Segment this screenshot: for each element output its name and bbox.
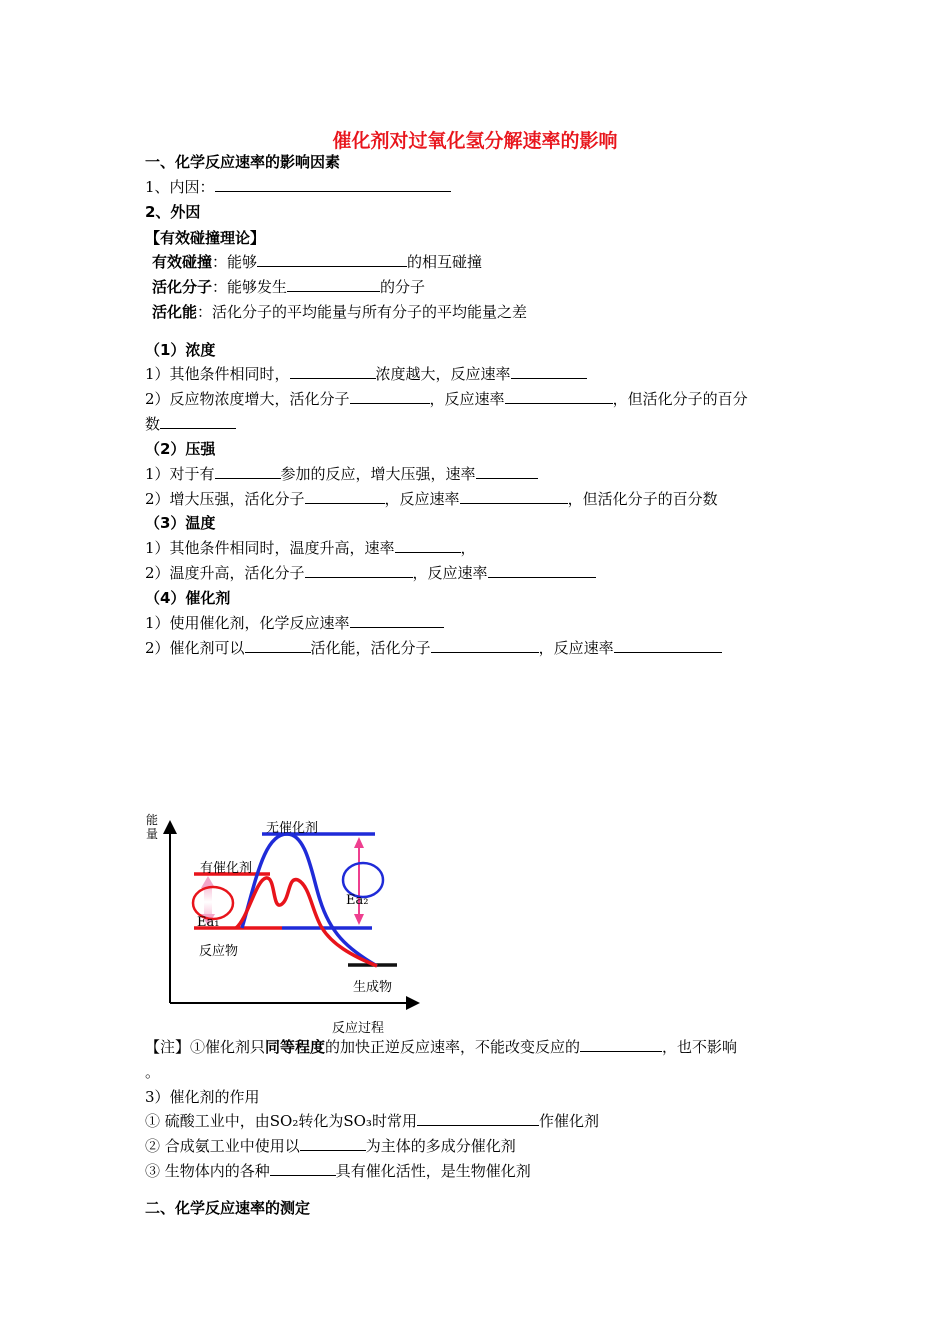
text: 数 (145, 415, 161, 433)
blank[interactable] (215, 177, 451, 192)
blank[interactable] (350, 389, 430, 404)
concentration-line-2 (145, 389, 748, 409)
text: 1）使用催化剂，化学反应速率 (145, 614, 350, 632)
section1-heading: 一、化学反应速率的影响因素 (145, 153, 341, 171)
theory-line-2 (152, 277, 425, 297)
text: 2）增大压强，活化分子 (145, 490, 305, 508)
blank[interactable] (395, 538, 461, 553)
pressure-line-1 (145, 464, 538, 484)
note-line (145, 1037, 737, 1057)
energy-diagram (140, 808, 440, 1038)
term: 活化分子 (152, 278, 213, 296)
text: 活化能，活化分子 (310, 639, 431, 657)
products-label: 生成物 (353, 980, 393, 995)
y-axis-label-1: 能 (146, 813, 159, 827)
theory-line-1 (152, 252, 482, 272)
blank[interactable] (350, 613, 444, 628)
text: 参加的反应，增大压强，速率 (280, 465, 476, 483)
with-catalyst-label: 有催化剂 (200, 861, 253, 876)
text: 为主体的多成分催化剂 (365, 1137, 516, 1155)
theory-line-3 (152, 302, 527, 322)
catalyst-line-2 (145, 638, 722, 658)
term: 活化能 (152, 303, 198, 321)
x-axis-arrow-icon (406, 996, 420, 1010)
blank[interactable] (614, 638, 722, 653)
blank[interactable] (417, 1111, 539, 1126)
y-axis-arrow-icon (163, 820, 177, 834)
pressure-line-2 (145, 489, 718, 509)
external-factor-line: 2、外因 (145, 203, 201, 221)
blank[interactable] (300, 1136, 366, 1151)
text: ，反应速率 (538, 639, 614, 657)
blank[interactable] (305, 489, 385, 504)
text: ， (460, 539, 476, 557)
concentration-line-1 (145, 364, 587, 384)
text: 作催化剂 (538, 1112, 599, 1130)
emphasis: 同等程度 (265, 1038, 326, 1056)
text: ：能够 (212, 253, 258, 271)
text: ，但活化分子的百分数 (567, 490, 718, 508)
text: 【注】①催化剂只 (145, 1038, 266, 1056)
theory-heading: 【有效碰撞理论】 (145, 229, 266, 247)
text: 1）其他条件相同时，温度升高，速率 (145, 539, 395, 557)
page-title: 催化剂对过氧化氢分解速率的影响 (332, 130, 618, 152)
internal-factor-line (145, 177, 451, 197)
blank[interactable] (476, 464, 538, 479)
temperature-line-2 (145, 563, 596, 583)
text: ，反应速率 (429, 390, 505, 408)
term: 有效碰撞 (152, 253, 213, 271)
blank[interactable] (580, 1037, 662, 1052)
text: ：能够发生 (212, 278, 288, 296)
text: 的加快正逆反应速率，不能改变反应的 (325, 1038, 581, 1056)
y-axis-label-2: 量 (146, 827, 159, 841)
blank[interactable] (460, 489, 568, 504)
text: ② 合成氨工业中使用以 (145, 1137, 300, 1155)
text: ，反应速率 (412, 564, 488, 582)
note-line-end: 。 (145, 1063, 161, 1081)
text: ：活化分子的平均能量与所有分子的平均能量之差 (197, 303, 528, 321)
blank[interactable] (305, 563, 413, 578)
text: 1）其他条件相同时， (145, 365, 290, 383)
text: 浓度越大，反应速率 (375, 365, 511, 383)
section2-heading: 二、化学反应速率的测定 (145, 1199, 311, 1217)
reactants-label: 反应物 (199, 944, 239, 959)
blank[interactable] (505, 389, 613, 404)
catalyst-role-heading: 3）催化剂的作用 (145, 1088, 260, 1106)
x-axis-label: 反应过程 (332, 1021, 385, 1036)
text: ① 硫酸工业中，由SO₂转化为SO₃时常用 (145, 1112, 417, 1130)
text: 2）催化剂可以 (145, 639, 245, 657)
blank[interactable] (488, 563, 596, 578)
text: 2）反应物浓度增大，活化分子 (145, 390, 350, 408)
internal-label: 1、内因： (145, 178, 215, 196)
ea2-highlight-ellipse (343, 863, 383, 897)
text: 2）温度升高，活化分子 (145, 564, 305, 582)
catalyst-line-1 (145, 613, 444, 633)
blank[interactable] (270, 1161, 336, 1176)
text: 具有催化活性，是生物催化剂 (335, 1162, 531, 1180)
catalyst-role-1 (145, 1111, 599, 1131)
blank[interactable] (431, 638, 539, 653)
blank[interactable] (215, 464, 281, 479)
concentration-line-3 (145, 414, 236, 434)
no-catalyst-label: 无催化剂 (266, 821, 319, 836)
blank[interactable] (290, 364, 376, 379)
text: 1）对于有 (145, 465, 215, 483)
concentration-heading: （1）浓度 (145, 341, 216, 359)
text: 的相互碰撞 (407, 253, 483, 271)
catalyst-role-3 (145, 1161, 531, 1181)
catalyst-role-2 (145, 1136, 516, 1156)
temperature-heading: （3）温度 (145, 514, 216, 532)
text: ，反应速率 (384, 490, 460, 508)
ea1-label: Ea₁ (197, 915, 220, 930)
blank[interactable] (245, 638, 311, 653)
blank[interactable] (511, 364, 587, 379)
blank[interactable] (287, 277, 380, 292)
pressure-heading: （2）压强 (145, 440, 216, 458)
text: ，也不影响 (662, 1038, 738, 1056)
temperature-line-1 (145, 538, 476, 558)
ea2-arrow-up-icon (354, 837, 364, 848)
ea2-label: Ea₂ (346, 893, 369, 908)
text: ，但活化分子的百分 (612, 390, 748, 408)
text: 的分子 (380, 278, 426, 296)
blank[interactable] (257, 252, 407, 267)
catalyst-heading: （4）催化剂 (145, 589, 231, 607)
ea2-arrow-down-icon (354, 914, 364, 925)
blank[interactable] (160, 414, 236, 429)
text: ③ 生物体内的各种 (145, 1162, 270, 1180)
